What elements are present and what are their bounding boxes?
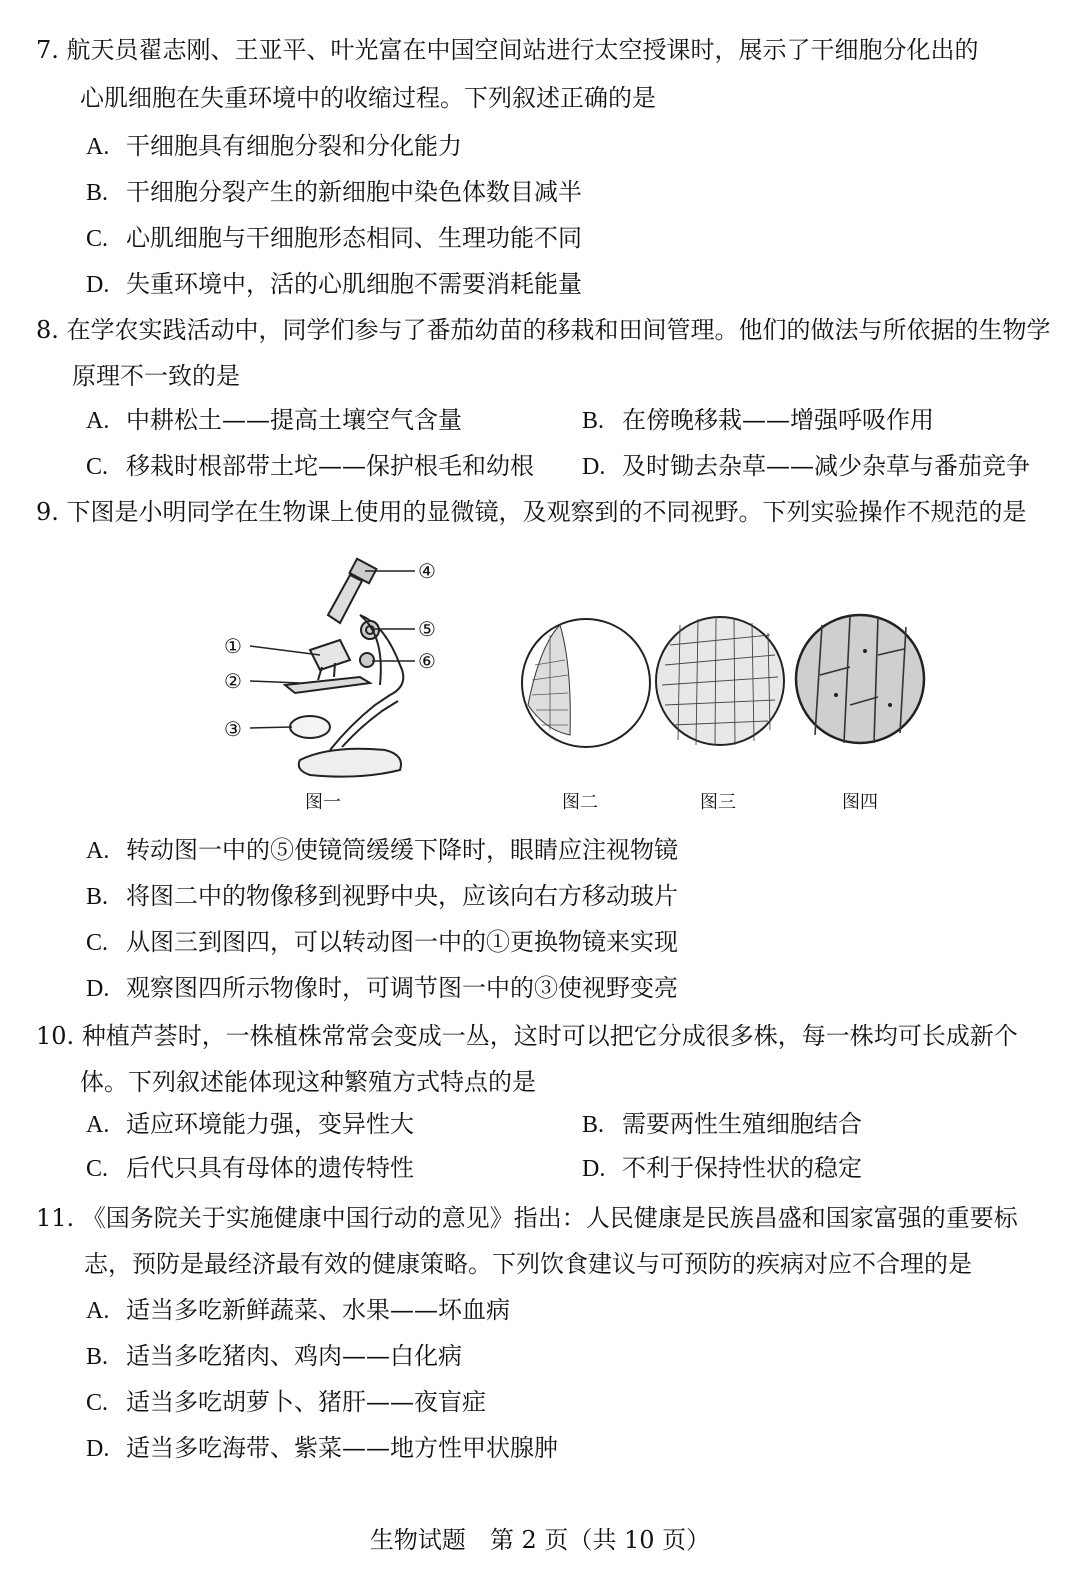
option-d: D. 适当多吃海带、紫菜——地方性甲状腺肿 xyxy=(86,1434,558,1462)
caption-fig-1: 图一 xyxy=(305,792,341,813)
option-b: B. 需要两性生殖细胞结合 xyxy=(582,1110,862,1138)
caption-fig-2: 图二 xyxy=(562,792,598,813)
microscope-icon xyxy=(285,559,403,777)
option-c: C. 后代只具有母体的遗传特性 xyxy=(86,1154,414,1182)
label-5: ⑤ xyxy=(418,617,436,641)
option-c: C. 从图三到图四，可以转动图一中的①更换物镜来实现 xyxy=(86,928,678,956)
field-of-view-4 xyxy=(796,615,924,743)
label-6: ⑥ xyxy=(418,649,436,673)
field-of-view-2 xyxy=(522,619,650,747)
label-1: ① xyxy=(224,634,242,658)
question-8-stem-line-2: 原理不一致的是 xyxy=(72,362,240,390)
option-a: A. 适应环境能力强，变异性大 xyxy=(86,1110,414,1138)
option-b: B. 适当多吃猪肉、鸡肉——白化病 xyxy=(86,1342,462,1370)
question-7-stem-line-2: 心肌细胞在失重环境中的收缩过程。下列叙述正确的是 xyxy=(80,84,656,112)
label-2: ② xyxy=(224,669,242,693)
option-c: C. 适当多吃胡萝卜、猪肝——夜盲症 xyxy=(86,1388,486,1416)
label-3: ③ xyxy=(224,717,242,741)
question-11-stem-line-2: 志，预防是最经济最有效的健康策略。下列饮食建议与可预防的疾病对应不合理的是 xyxy=(84,1250,972,1278)
option-a: A. 转动图一中的⑤使镜筒缓缓下降时，眼睛应注视物镜 xyxy=(86,836,678,864)
caption-fig-3: 图三 xyxy=(700,792,736,813)
question-8-stem-line-1: 8. 在学农实践活动中，同学们参与了番茄幼苗的移栽和田间管理。他们的做法与所依据的生物学 xyxy=(36,316,1051,344)
option-a: A. 中耕松土——提高土壤空气含量 xyxy=(86,406,462,434)
question-9-stem: 9. 下图是小明同学在生物课上使用的显微镜，及观察到的不同视野。下列实验操作不规范的是 xyxy=(36,498,1027,526)
option-b: B. 在傍晚移栽——增强呼吸作用 xyxy=(582,406,934,434)
option-a: A. 干细胞具有细胞分裂和分化能力 xyxy=(86,132,462,160)
option-b: B. 将图二中的物像移到视野中央，应该向右方移动玻片 xyxy=(86,882,678,910)
question-10-stem-line-1: 10. 种植芦荟时，一株植株常常会变成一丛，这时可以把它分成很多株，每一株均可长成新个 xyxy=(36,1022,1018,1050)
option-c: C. 心肌细胞与干细胞形态相同、生理功能不同 xyxy=(86,224,582,252)
option-c: C. 移栽时根部带土坨——保护根毛和幼根 xyxy=(86,452,534,480)
option-d: D. 失重环境中，活的心肌细胞不需要消耗能量 xyxy=(86,270,582,298)
label-4: ④ xyxy=(418,559,436,583)
question-11-stem-line-1: 11. 《国务院关于实施健康中国行动的意见》指出：人民健康是民族昌盛和国家富强的重要标 xyxy=(36,1204,1018,1232)
option-d: D. 不利于保持性状的稳定 xyxy=(582,1154,862,1182)
caption-fig-4: 图四 xyxy=(842,792,878,813)
microscope-figure xyxy=(210,555,930,785)
page-footer: 生物试题 第 2 页（共 10 页） xyxy=(369,1526,711,1554)
question-7-stem-line-1: 7. 航天员翟志刚、王亚平、叶光富在中国空间站进行太空授课时，展示了干细胞分化出的 xyxy=(36,32,979,68)
option-b: B. 干细胞分裂产生的新细胞中染色体数目减半 xyxy=(86,178,582,206)
field-of-view-3 xyxy=(656,617,784,745)
option-a: A. 适当多吃新鲜蔬菜、水果——坏血病 xyxy=(86,1296,510,1324)
question-number: 7. xyxy=(36,36,59,64)
option-d: D. 观察图四所示物像时，可调节图一中的③使视野变亮 xyxy=(86,974,678,1002)
option-d: D. 及时锄去杂草——减少杂草与番茄竞争 xyxy=(582,452,1030,480)
question-10-stem-line-2: 体。下列叙述能体现这种繁殖方式特点的是 xyxy=(80,1068,536,1096)
